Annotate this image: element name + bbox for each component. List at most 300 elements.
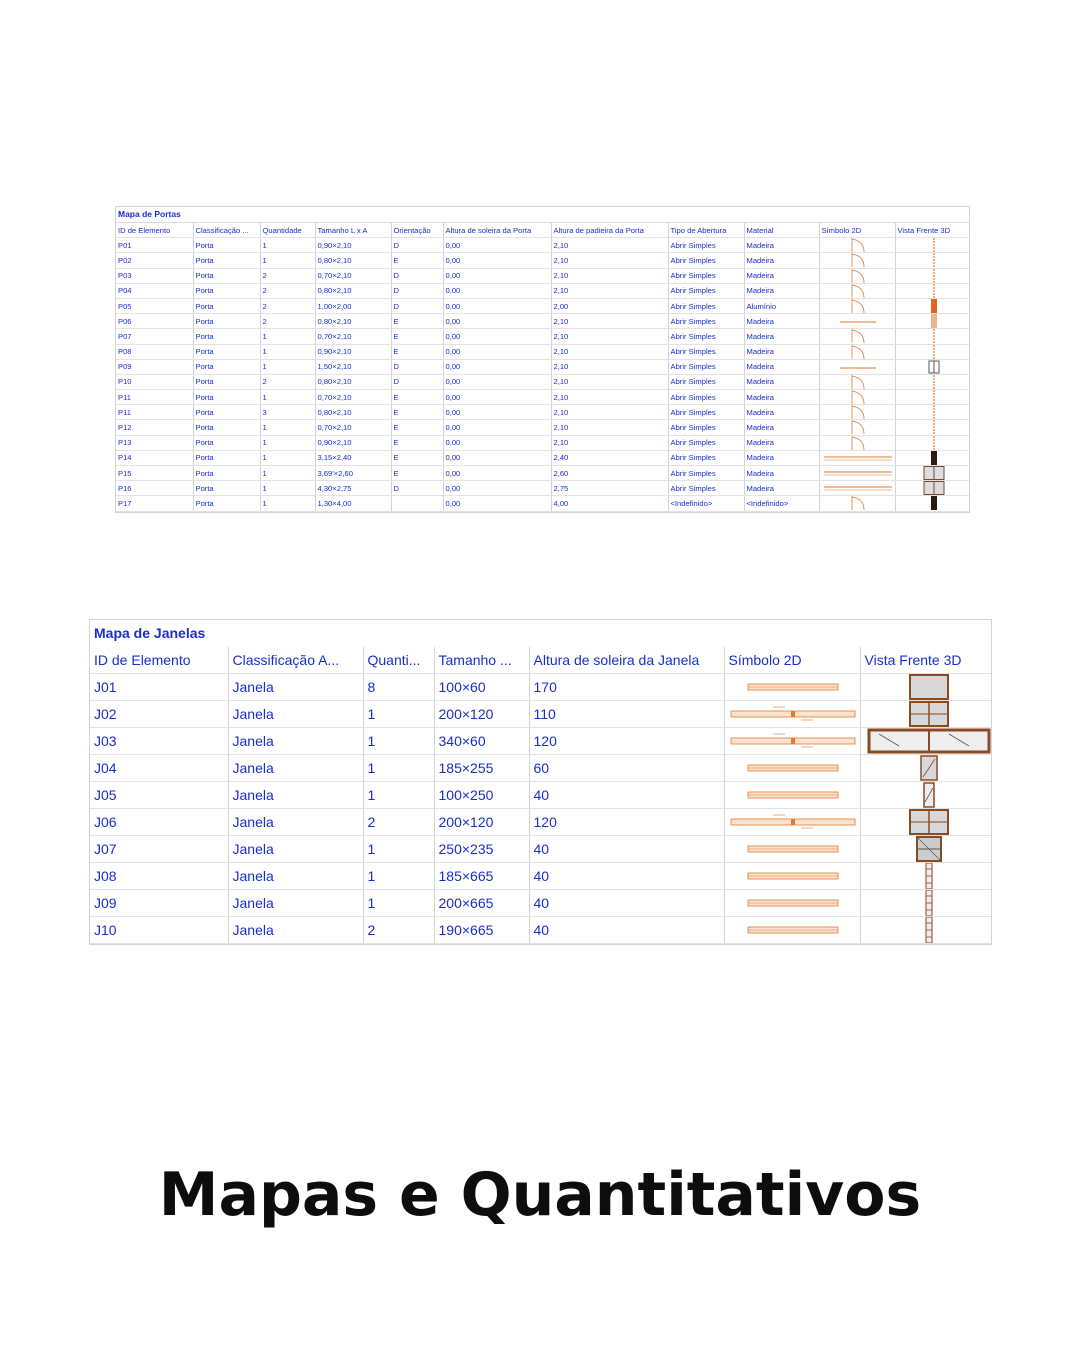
doors-cell-id: P17 [116, 496, 193, 511]
doors-cell-orient: D [391, 268, 443, 283]
windows-cell-id: J04 [90, 755, 228, 782]
doors-cell-sill: 0,00 [443, 405, 551, 420]
table-row [116, 420, 969, 435]
doors-cell-sill: 0,00 [443, 359, 551, 374]
window-sliding-plan-icon [724, 701, 860, 728]
window-grid-icon [860, 701, 991, 728]
door-swing-icon [819, 329, 895, 344]
doors-cell-qty: 1 [260, 450, 315, 465]
door-swing-icon [819, 298, 895, 313]
windows-cell-qty: 1 [363, 782, 434, 809]
window-plan-icon [724, 836, 860, 863]
doors-cell-lintel: 2,10 [551, 390, 668, 405]
windows-cell-size: 100×250 [434, 782, 529, 809]
doors-cell-cls: Porta [193, 298, 260, 313]
doors-cell-opening: Abrir Simples [668, 481, 744, 496]
doors-cell-lintel: 2,10 [551, 405, 668, 420]
table-row [90, 728, 991, 755]
doors-cell-orient: E [391, 466, 443, 481]
doors-cell-opening: Abrir Simples [668, 329, 744, 344]
doors-cell-sill: 0,00 [443, 450, 551, 465]
doors-cell-size: 4,30×2,75 [315, 481, 391, 496]
doors-cell-sill: 0,00 [443, 374, 551, 389]
table-row [116, 344, 969, 359]
doors-cell-orient: E [391, 314, 443, 329]
doors-cell-qty: 1 [260, 238, 315, 253]
windows-cell-qty: 1 [363, 890, 434, 917]
door-thin-icon [895, 390, 969, 405]
doors-cell-cls: Porta [193, 420, 260, 435]
doors-cell-cls: Porta [193, 329, 260, 344]
doors-cell-id: P11 [116, 390, 193, 405]
door-thin-icon [895, 329, 969, 344]
doors-cell-opening: Abrir Simples [668, 374, 744, 389]
table-row [116, 238, 969, 253]
doors-cell-qty: 1 [260, 329, 315, 344]
windows-cell-cls: Janela [228, 863, 363, 890]
window-plan-icon [724, 890, 860, 917]
doors-column-header: Altura de soleira da Porta [443, 223, 551, 238]
windows-cell-size: 190×665 [434, 917, 529, 944]
windows-column-header: Quanti... [363, 647, 434, 674]
doors-cell-material: Madeira [744, 405, 819, 420]
doors-cell-qty: 1 [260, 420, 315, 435]
doors-cell-size: 3,15×2,40 [315, 450, 391, 465]
doors-cell-material: Madeira [744, 359, 819, 374]
doors-cell-cls: Porta [193, 253, 260, 268]
doors-cell-cls: Porta [193, 450, 260, 465]
window-tall-icon [860, 755, 991, 782]
windows-cell-id: J06 [90, 809, 228, 836]
windows-cell-id: J01 [90, 674, 228, 701]
windows-column-header: Tamanho ... [434, 647, 529, 674]
windows-schedule [89, 619, 992, 945]
doors-cell-material: Madeira [744, 466, 819, 481]
table-row [90, 782, 991, 809]
door-thin-icon [895, 420, 969, 435]
doors-column-header: Orientação [391, 223, 443, 238]
doors-cell-opening: <Indefinido> [668, 496, 744, 511]
doors-cell-lintel: 2,40 [551, 450, 668, 465]
door-solid-icon [895, 298, 969, 313]
door-frame-icon [895, 481, 969, 496]
doors-cell-size: 0,80×2,10 [315, 253, 391, 268]
door-light-icon [895, 314, 969, 329]
doors-cell-sill: 0,00 [443, 420, 551, 435]
doors-cell-orient: E [391, 435, 443, 450]
windows-cell-size: 200×120 [434, 701, 529, 728]
doors-cell-sill: 0,00 [443, 238, 551, 253]
doors-cell-qty: 2 [260, 374, 315, 389]
windows-cell-size: 200×665 [434, 890, 529, 917]
door-dark-icon [895, 450, 969, 465]
doors-schedule [115, 206, 970, 513]
door-swing-icon [819, 405, 895, 420]
doors-cell-id: P06 [116, 314, 193, 329]
doors-cell-sill: 0,00 [443, 466, 551, 481]
doors-cell-material: Madeira [744, 374, 819, 389]
doors-cell-qty: 1 [260, 496, 315, 511]
table-row [116, 435, 969, 450]
table-row [116, 390, 969, 405]
doors-cell-opening: Abrir Simples [668, 435, 744, 450]
table-row [90, 917, 991, 944]
doors-cell-size: 0,80×2,10 [315, 374, 391, 389]
doors-cell-orient: D [391, 238, 443, 253]
doors-cell-size: 0,90×2,10 [315, 435, 391, 450]
windows-cell-qty: 2 [363, 917, 434, 944]
table-row [116, 298, 969, 313]
doors-cell-lintel: 2,60 [551, 466, 668, 481]
windows-cell-qty: 1 [363, 728, 434, 755]
windows-cell-qty: 1 [363, 701, 434, 728]
doors-cell-cls: Porta [193, 496, 260, 511]
doors-cell-opening: Abrir Simples [668, 466, 744, 481]
doors-cell-material: Madeira [744, 420, 819, 435]
windows-cell-cls: Janela [228, 809, 363, 836]
doors-cell-material: Madeira [744, 450, 819, 465]
doors-cell-sill: 0,00 [443, 435, 551, 450]
windows-column-header: Altura de soleira da Janela [529, 647, 724, 674]
doors-column-header: Material [744, 223, 819, 238]
doors-cell-qty: 1 [260, 344, 315, 359]
doors-cell-cls: Porta [193, 466, 260, 481]
windows-cell-qty: 1 [363, 836, 434, 863]
doors-cell-orient: D [391, 481, 443, 496]
windows-cell-id: J07 [90, 836, 228, 863]
window-fixed-icon [860, 674, 991, 701]
door-thin-icon [895, 268, 969, 283]
doors-cell-cls: Porta [193, 238, 260, 253]
door-dark-icon [895, 496, 969, 511]
windows-cell-size: 250×235 [434, 836, 529, 863]
doors-cell-id: P11 [116, 405, 193, 420]
doors-cell-cls: Porta [193, 374, 260, 389]
doors-column-header: Classificação ... [193, 223, 260, 238]
table-row [90, 701, 991, 728]
windows-cell-size: 185×665 [434, 863, 529, 890]
doors-cell-orient: E [391, 344, 443, 359]
windows-cell-sill: 120 [529, 809, 724, 836]
doors-cell-material: Madeira [744, 283, 819, 298]
table-row [116, 496, 969, 511]
doors-cell-cls: Porta [193, 405, 260, 420]
doors-cell-id: P01 [116, 238, 193, 253]
doors-cell-orient: D [391, 298, 443, 313]
windows-cell-cls: Janela [228, 674, 363, 701]
doors-cell-size: 0,70×2,10 [315, 420, 391, 435]
windows-cell-sill: 120 [529, 728, 724, 755]
window-plan-icon [724, 863, 860, 890]
doors-cell-size: 0,70×2,10 [315, 268, 391, 283]
doors-cell-orient: E [391, 420, 443, 435]
doors-cell-orient [391, 496, 443, 511]
window-narrow-icon [860, 782, 991, 809]
windows-cell-cls: Janela [228, 890, 363, 917]
doors-cell-orient: E [391, 253, 443, 268]
doors-cell-lintel: 2,10 [551, 253, 668, 268]
window-plan-icon [724, 674, 860, 701]
door-swing-icon [819, 420, 895, 435]
door-swing-icon [819, 344, 895, 359]
window-grid-icon [860, 809, 991, 836]
doors-cell-id: P10 [116, 374, 193, 389]
doors-cell-opening: Abrir Simples [668, 238, 744, 253]
door-thin-icon [895, 405, 969, 420]
table-row [116, 466, 969, 481]
doors-cell-sill: 0,00 [443, 329, 551, 344]
doors-cell-opening: Abrir Simples [668, 420, 744, 435]
door-thin-icon [895, 435, 969, 450]
door-thin-icon [895, 344, 969, 359]
doors-cell-opening: Abrir Simples [668, 253, 744, 268]
doors-cell-orient: E [391, 450, 443, 465]
window-plan-icon [724, 917, 860, 944]
doors-cell-cls: Porta [193, 283, 260, 298]
windows-cell-id: J08 [90, 863, 228, 890]
doors-cell-opening: Abrir Simples [668, 344, 744, 359]
window-strip-icon [860, 863, 991, 890]
table-row [116, 329, 969, 344]
doors-cell-orient: D [391, 283, 443, 298]
doors-cell-material: Madeira [744, 253, 819, 268]
windows-cell-cls: Janela [228, 755, 363, 782]
windows-cell-qty: 1 [363, 755, 434, 782]
doors-cell-qty: 1 [260, 359, 315, 374]
door-line-icon [819, 359, 895, 374]
table-row [116, 374, 969, 389]
doors-column-header: Quantidade [260, 223, 315, 238]
doors-table [116, 223, 969, 512]
doors-cell-qty: 1 [260, 466, 315, 481]
door-swing-icon [819, 374, 895, 389]
windows-cell-id: J10 [90, 917, 228, 944]
doors-column-header: Altura de padieira da Porta [551, 223, 668, 238]
doors-cell-opening: Abrir Simples [668, 283, 744, 298]
window-sliding-plan-icon [724, 728, 860, 755]
windows-cell-id: J09 [90, 890, 228, 917]
doors-cell-size: 0,90×2,10 [315, 238, 391, 253]
door-line-icon [819, 314, 895, 329]
doors-cell-cls: Porta [193, 314, 260, 329]
door-swing-icon [819, 435, 895, 450]
doors-cell-size: 1,30×4,00 [315, 496, 391, 511]
table-row [116, 253, 969, 268]
doors-column-header: ID de Elemento [116, 223, 193, 238]
windows-cell-sill: 40 [529, 863, 724, 890]
doors-cell-id: P15 [116, 466, 193, 481]
doors-cell-size: 0,70×2,10 [315, 390, 391, 405]
door-swing-icon [819, 390, 895, 405]
table-row [116, 283, 969, 298]
table-row [90, 674, 991, 701]
doors-cell-orient: E [391, 329, 443, 344]
doors-cell-qty: 2 [260, 314, 315, 329]
doors-cell-size: 0,90×2,10 [315, 344, 391, 359]
doors-cell-lintel: 2,10 [551, 359, 668, 374]
window-sliding-plan-icon [724, 809, 860, 836]
doors-cell-material: Madeira [744, 481, 819, 496]
doors-cell-sill: 0,00 [443, 268, 551, 283]
table-row [116, 481, 969, 496]
windows-cell-sill: 40 [529, 782, 724, 809]
doors-cell-material: Madeira [744, 268, 819, 283]
doors-cell-lintel: 2,10 [551, 435, 668, 450]
table-row [116, 450, 969, 465]
windows-cell-size: 340×60 [434, 728, 529, 755]
doors-cell-qty: 1 [260, 390, 315, 405]
doors-cell-id: P04 [116, 283, 193, 298]
window-strip-icon [860, 890, 991, 917]
door-swing-icon [819, 496, 895, 511]
windows-cell-sill: 170 [529, 674, 724, 701]
doors-cell-id: P12 [116, 420, 193, 435]
doors-cell-sill: 0,00 [443, 283, 551, 298]
doors-column-header: Vista Frente 3D [895, 223, 969, 238]
table-row [116, 268, 969, 283]
table-row [116, 359, 969, 374]
doors-cell-lintel: 2,00 [551, 298, 668, 313]
doors-cell-id: P13 [116, 435, 193, 450]
doors-cell-opening: Abrir Simples [668, 450, 744, 465]
doors-cell-id: P02 [116, 253, 193, 268]
doors-cell-orient: E [391, 390, 443, 405]
windows-cell-sill: 40 [529, 836, 724, 863]
doors-cell-lintel: 2,10 [551, 374, 668, 389]
windows-cell-cls: Janela [228, 782, 363, 809]
doors-cell-id: P07 [116, 329, 193, 344]
doors-cell-qty: 2 [260, 283, 315, 298]
doors-cell-sill: 0,00 [443, 496, 551, 511]
doors-cell-size: 3,69'×2,60 [315, 466, 391, 481]
doors-cell-lintel: 2,10 [551, 238, 668, 253]
doors-cell-material: Madeira [744, 344, 819, 359]
door-swing-icon [819, 283, 895, 298]
doors-column-header: Tipo de Abertura [668, 223, 744, 238]
page-heading: Mapas e Quantitativos [158, 1160, 922, 1230]
doors-cell-size: 1,50×2,10 [315, 359, 391, 374]
door-slide-icon [819, 450, 895, 465]
doors-cell-orient: D [391, 374, 443, 389]
doors-schedule-title: Mapa de Portas [116, 207, 969, 223]
windows-cell-sill: 60 [529, 755, 724, 782]
doors-cell-id: P14 [116, 450, 193, 465]
doors-cell-opening: Abrir Simples [668, 268, 744, 283]
windows-cell-id: J03 [90, 728, 228, 755]
door-thin-icon [895, 253, 969, 268]
doors-cell-size: 0,80×2,10 [315, 283, 391, 298]
door-thin-icon [895, 283, 969, 298]
door-thin-icon [895, 374, 969, 389]
doors-cell-id: P16 [116, 481, 193, 496]
doors-cell-material: Alumínio [744, 298, 819, 313]
windows-cell-cls: Janela [228, 728, 363, 755]
windows-table [90, 647, 991, 944]
door-glass-icon [895, 359, 969, 374]
doors-cell-sill: 0,00 [443, 344, 551, 359]
door-swing-icon [819, 268, 895, 283]
table-row [90, 755, 991, 782]
doors-cell-lintel: 2,10 [551, 344, 668, 359]
doors-cell-opening: Abrir Simples [668, 359, 744, 374]
doors-cell-orient: E [391, 405, 443, 420]
windows-cell-cls: Janela [228, 917, 363, 944]
doors-cell-opening: Abrir Simples [668, 298, 744, 313]
doors-cell-cls: Porta [193, 344, 260, 359]
doors-cell-opening: Abrir Simples [668, 405, 744, 420]
doors-cell-id: P03 [116, 268, 193, 283]
windows-cell-sill: 40 [529, 917, 724, 944]
doors-cell-qty: 2 [260, 268, 315, 283]
doors-cell-orient: D [391, 359, 443, 374]
doors-cell-lintel: 2,10 [551, 314, 668, 329]
doors-cell-qty: 1 [260, 253, 315, 268]
windows-column-header: Classificação A... [228, 647, 363, 674]
doors-cell-sill: 0,00 [443, 390, 551, 405]
windows-cell-cls: Janela [228, 701, 363, 728]
doors-cell-qty: 1 [260, 481, 315, 496]
doors-column-header: Símbolo 2D [819, 223, 895, 238]
table-row [90, 836, 991, 863]
door-swing-icon [819, 253, 895, 268]
windows-cell-qty: 1 [363, 863, 434, 890]
doors-cell-cls: Porta [193, 435, 260, 450]
windows-cell-size: 200×120 [434, 809, 529, 836]
doors-cell-sill: 0,00 [443, 314, 551, 329]
windows-cell-size: 185×255 [434, 755, 529, 782]
doors-column-header: Tamanho L x A [315, 223, 391, 238]
table-row [90, 890, 991, 917]
windows-cell-sill: 110 [529, 701, 724, 728]
door-slide-icon [819, 466, 895, 481]
table-row [116, 314, 969, 329]
doors-cell-cls: Porta [193, 390, 260, 405]
doors-cell-material: <Indefinido> [744, 496, 819, 511]
windows-column-header: Vista Frente 3D [860, 647, 991, 674]
doors-cell-material: Madeira [744, 329, 819, 344]
doors-cell-material: Madeira [744, 435, 819, 450]
doors-cell-sill: 0,00 [443, 481, 551, 496]
doors-cell-qty: 3 [260, 405, 315, 420]
doors-cell-lintel: 2,10 [551, 268, 668, 283]
doors-cell-id: P09 [116, 359, 193, 374]
doors-cell-qty: 1 [260, 435, 315, 450]
doors-cell-opening: Abrir Simples [668, 390, 744, 405]
doors-cell-lintel: 2,75 [551, 481, 668, 496]
door-swing-icon [819, 238, 895, 253]
doors-cell-size: 0,80×2,10 [315, 405, 391, 420]
windows-cell-qty: 8 [363, 674, 434, 701]
doors-cell-lintel: 4,00 [551, 496, 668, 511]
windows-cell-qty: 2 [363, 809, 434, 836]
window-strip-icon [860, 917, 991, 944]
doors-cell-size: 0,80×2,10 [315, 314, 391, 329]
window-plan-icon [724, 755, 860, 782]
doors-cell-material: Madeira [744, 238, 819, 253]
doors-cell-id: P05 [116, 298, 193, 313]
doors-cell-size: 1,00×2,00 [315, 298, 391, 313]
windows-column-header: ID de Elemento [90, 647, 228, 674]
doors-cell-lintel: 2,10 [551, 283, 668, 298]
doors-cell-cls: Porta [193, 481, 260, 496]
doors-cell-qty: 2 [260, 298, 315, 313]
table-row [90, 809, 991, 836]
doors-cell-material: Madeira [744, 314, 819, 329]
doors-cell-cls: Porta [193, 268, 260, 283]
doors-cell-id: P08 [116, 344, 193, 359]
doors-cell-opening: Abrir Simples [668, 314, 744, 329]
windows-cell-id: J05 [90, 782, 228, 809]
